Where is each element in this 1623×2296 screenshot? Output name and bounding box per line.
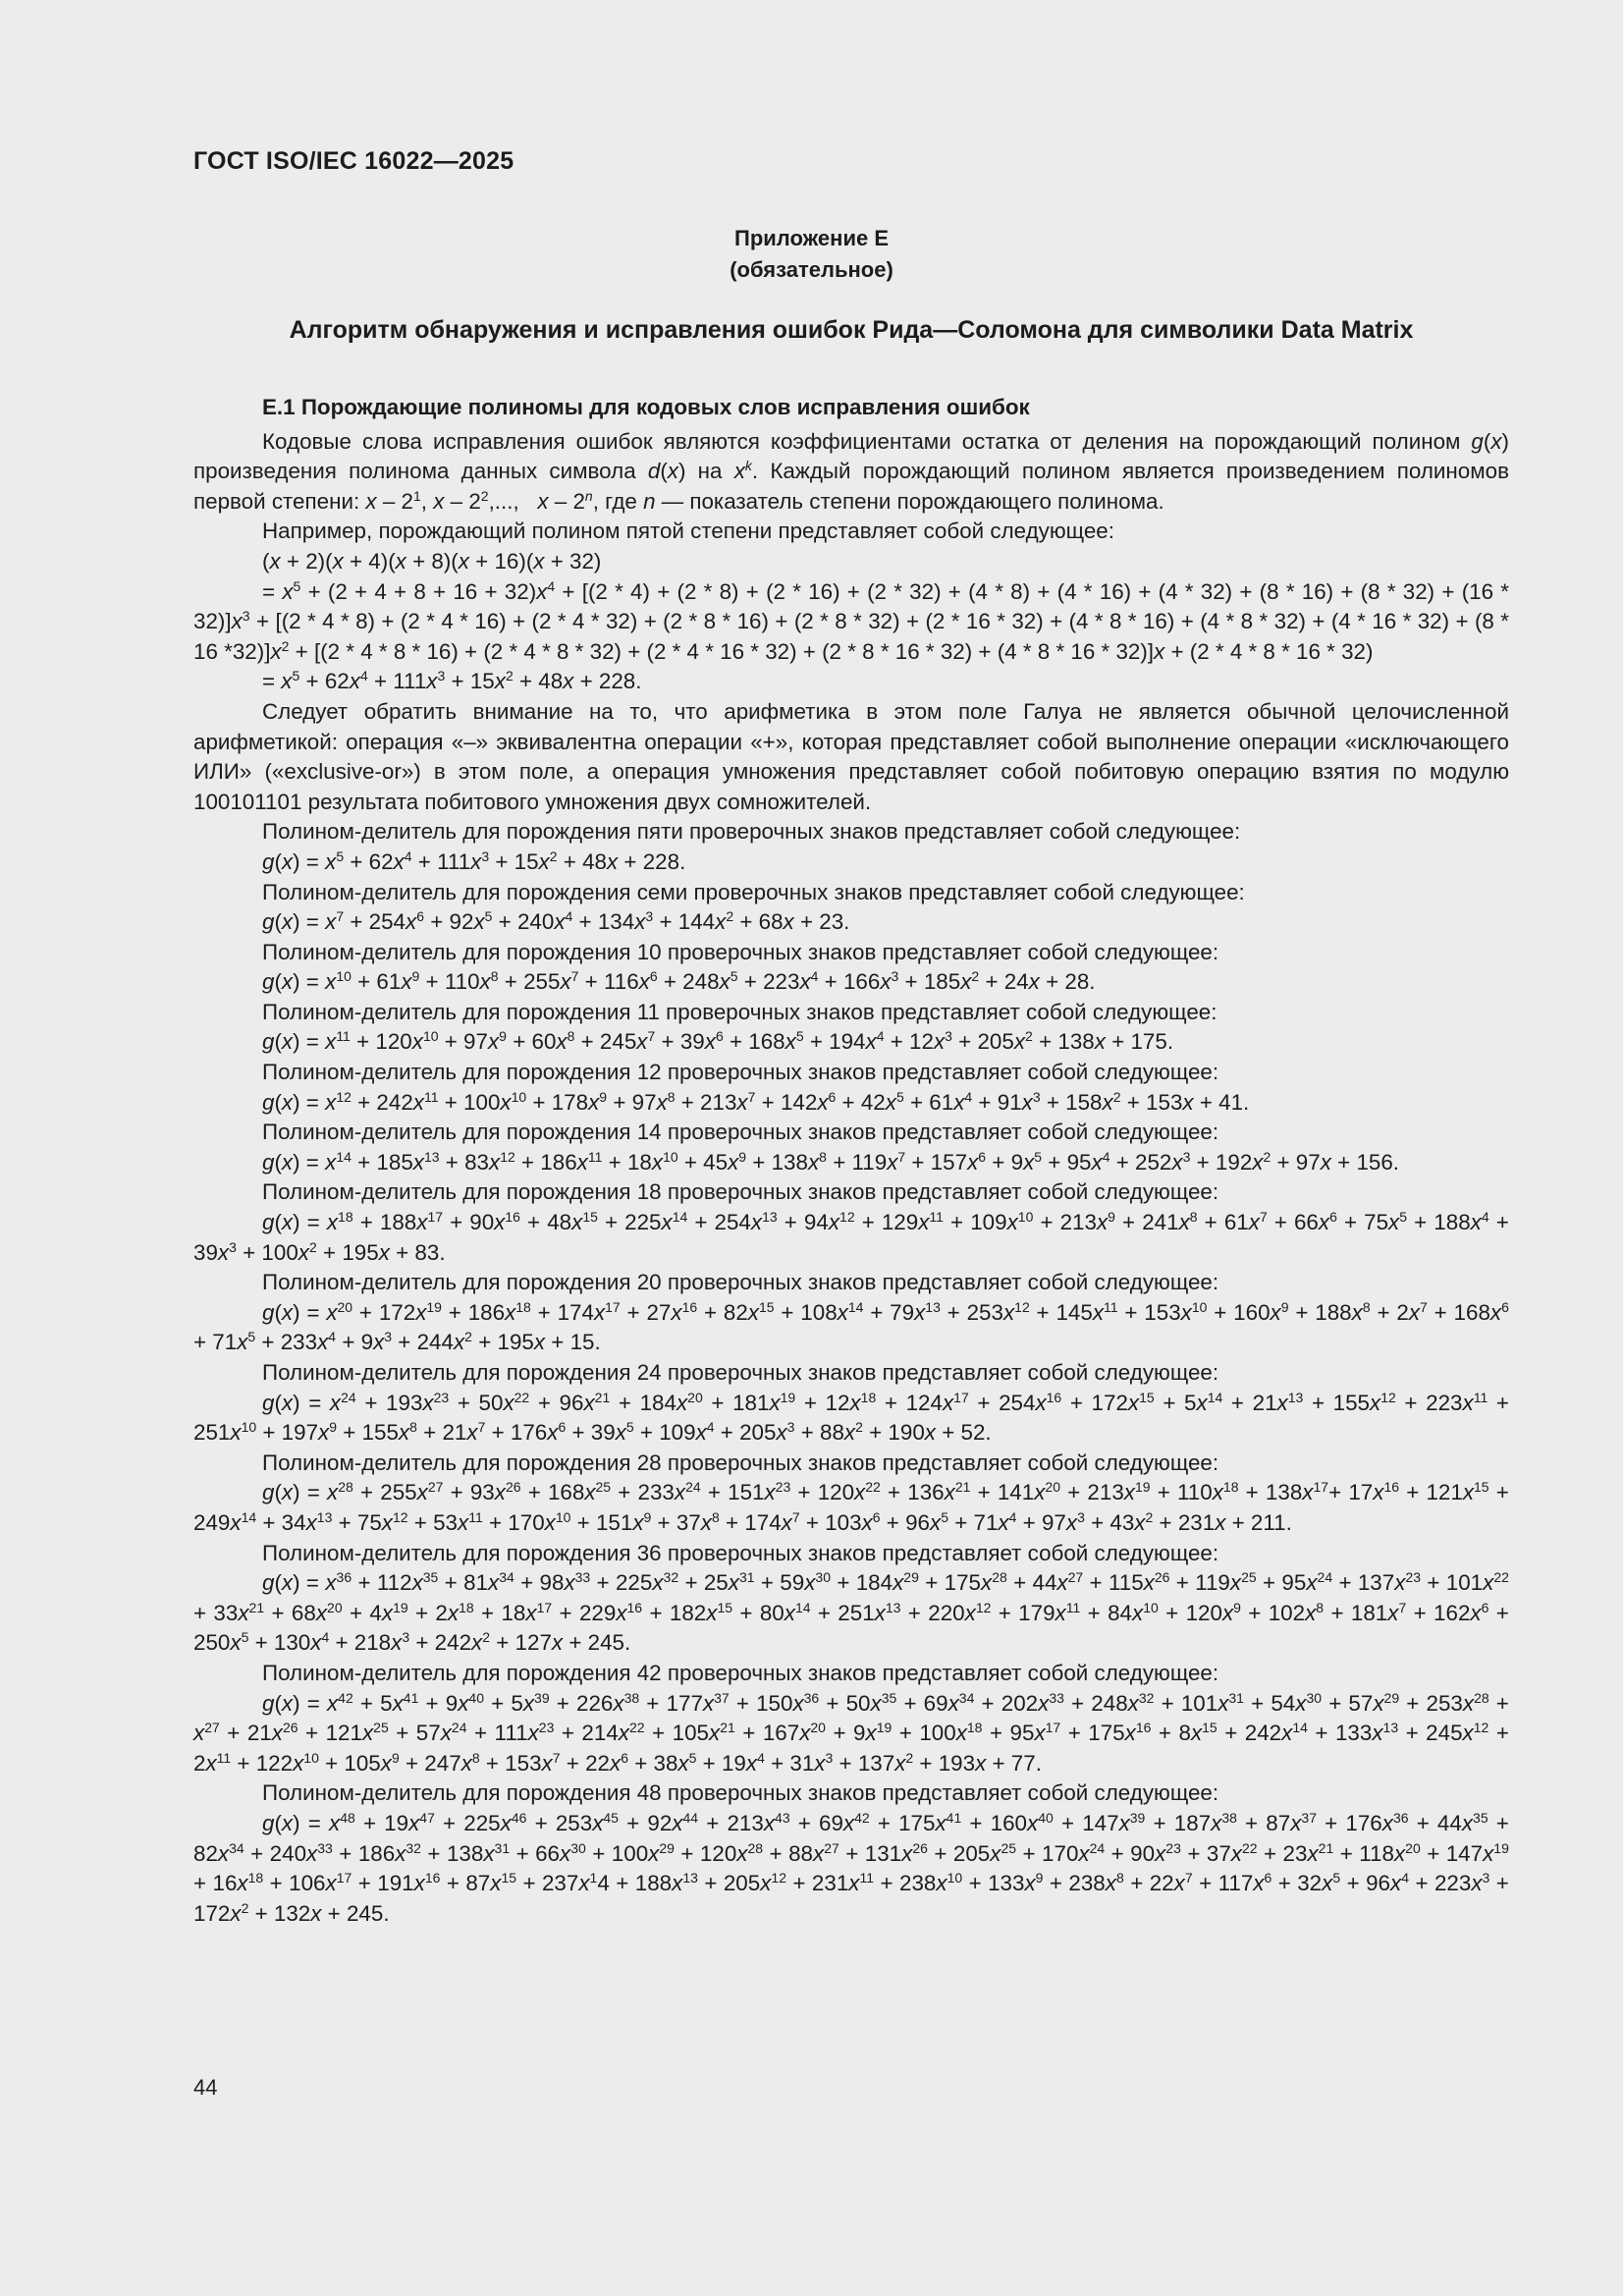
polynomial-label: Полином-делитель для порождения 14 проверочных знаков представляет собой следующее:: [262, 1120, 1219, 1145]
polynomial-formula: g(x) = $x^{48} + 19x^{47} + 225x^{46} + 253x^{45} + 92x^{44} + 213x^{43} + 69x^{42} + 175x^{41} + 160x^{40} + 147x^{39} + 187x^{38} + 87x^{37} + 176x^{36} + 44x^{35} + 82x^{34} + 240x^{33} + 186x^{32} + 138x^{31} + 66x^{30} + 100x^{29} + 120x^{28} + 88x^{27} + 131x^{26} + 205x^{25} + 170x^{24} + 90x^{23} + 37x^{22} + 23x^{21} + 118x^{20} + 147x^{19} + 16x^{18}$ + $106x^{17} + 191x^{16} + 87x^{15} + 237x^14 + 188x^{13} + 205x^{12} + 231x^{11} + 238x^{10} + 133x^9 + 238x^8 + 22x^7 + 117x^6 + 32x^5 + 96x^4 + 223x^3 + 172x^2 + 132x + 245$.: [193, 1809, 1509, 1926]
polynomial-formula: $g(x) = x^{24} + 193x^{23} + 50x^{22} + 96x^{21} + 184x^{20} + 181x^{19} + 12x^{18} + 124x^{17} + 254x^{16} + 172x^{15} + 5x^{14} + 21x^{13} + 155x^{12} + 223x^{11} + 251x^{10} + 197x^9 + 155x^8 + 21x^7 + 176x^6 + 39x^5 + 109x^4 + 205x^3 + 88x^2 + 190x + 52$.: [193, 1389, 1509, 1446]
polynomial-formula: $g(x) = x^{28} + 255x^{27} + 93x^{26} + 168x^{25} + 233x^{24} + 151x^{23} + 120x^{22} + 136x^{21} + 141x^{20} + 213x^{19} + 110x^{18} + 138x^{17}+ 17x^{16} + 121x^{15} + 249x^{14} + 34x^{13} + 75x^{12} + 53x^{11} + 170x^{10} + 151x^9 + 37x^8 + 174x^7 + 103x^6 + 96x^5 + 71x^4 + 97x^3 + 43x^2 + 231x + 211$.: [193, 1479, 1509, 1535]
polynomial-formula: $g(x) = x^5 + 62x^4 + 111x^3 + 15x^2 + 48x + 228$.: [262, 847, 686, 874]
galois-note-paragraph: Следует обратить внимание на то, что арифметика в этом поле Галуа не является обычной целочисленной арифметикой: операция «–» эквивалентна операции «+», которая представляет собой выполнение операции «исключающего ИЛИ» («exclusive-or») в этом поле, а операция умножения представляет собой побитовую операцию взятия по модулю 100101101 результата побитового умножения двух сомножителей.: [193, 698, 1509, 814]
polynomial-formula: $g(x) = x^{14} + 185x^{13} + 83x^{12} + 186x^{11} + 18x^{10} + 45x^9 + 138x^8 + 119x^7 + 157x^6 + 9x^5 + 95x^4 + 252x^3 + 192x^2 + 97x + 156$.: [262, 1148, 1400, 1175]
section-heading: Е.1 Порождающие полиномы для кодовых слов исправления ошибок: [262, 395, 1030, 419]
polynomial-formula: $g(x) = x^{12} + 242x^{11} + 100x^{10} + 178x^9 + 97x^8 + 213x^7 + 142x^6 + 42x^5 + 61x^4 + 91x^3 + 158x^2 + 153x + 41$.: [262, 1088, 1250, 1115]
polynomial-label: Полином-делитель для порождения 18 проверочных знаков представляет собой следующее:: [262, 1179, 1219, 1205]
polynomial-formula: $g(x) = x^7 + 254x^6 + 92x^5 + 240x^4 + 134x^3 + 144x^2 + 68x + 23$.: [262, 908, 850, 935]
polynomial-formula: g(x) = $x^{36} + 112x^{35} + 81x^{34} + 98x^{33} + 225x^{32} + 25x^{31} + 59x^{30} + 184x^{29} + 175x^{28} + 44x^{27} + 115x^{26} + 119x^{25} + 95x^{24} + 137x^{23} + 101x^{22} + 33x^{21} + 68x^{20} + 4x^{19} + 2x^{18} + 18x^{17} + 229x^{16} + 182x^{15} + 80x^{14} + 251x^{13} + 220x^{12} + 179x^{11} + 84x^{10} + 120x^9 + 102x^8 + 181x^7 + 162x^6$ + $250x^5 + 130x^4 + 218x^3 + 242x^2 + 127x + 245$.: [193, 1569, 1509, 1656]
annex-heading: Алгоритм обнаружения и исправления ошибок Рида—Соломона для символики Data Matrix: [289, 316, 1414, 344]
annex-status: (обязательное): [730, 257, 893, 282]
polynomial-label: Полином-делитель для порождения семи проверочных знаков представляет собой следующее:: [262, 879, 1245, 904]
intro-paragraph-2: Например, порождающий полином пятой степени представляет собой следующее:: [262, 519, 1114, 544]
equation-result: = $x^5 + 62x^4 + 111x^3 + 15x^2 + 48x + 228$.: [262, 668, 642, 694]
polynomial-label: Полином-делитель для порождения 24 проверочных знаков представляет собой следующее:: [262, 1360, 1219, 1385]
polynomial-formula: g(x) = $x^{42} + 5x^{41} + 9x^{40} + 5x^{39} + 226x^{38} + 177x^{37} + 150x^{36} + 50x^{35} + 69x^{34} + 202x^{33} + 248x^{32} + 101x^{31} + 54x^{30} + 57x^{29} + 253x^{28} + x^{27} + 21x^{26} + 121x^{25} + 57x^{24} + 111x^{23} + 214x^{22} + 105x^{21} + 167x^{20} + 9x^{19} + 100x^{18} + 95x^{17} + 175x^{16} + 8x^{15} + 242x^{14} + 133x^{13} + 245x^{12}$ + $2x^{11} + 122x^{10} + 105x^9 + 247x^8 + 153x^7 + 22x^6 + 38x^5 + 19x^4 + 31x^3 + 137x^2 + 193x + 77$.: [193, 1689, 1509, 1776]
polynomial-formula: $g(x) = x^{18} + 188x^{17} + 90x^{16} + 48x^{15} + 225x^{14} + 254x^{13} + 94x^{12} + 129x^{11} + 109x^{10} + 213x^9 + 241x^8 + 61x^7 + 66x^6 + 75x^5 + 188x^4 + 39x^3 + 100x^2 + 195x + 83$.: [193, 1209, 1509, 1265]
polynomial-formula: $g(x) = x^{10} + 61x^9 + 110x^8 + 255x^7 + 116x^6 + 248x^5 + 223x^4 + 166x^3 + 185x^2 + 24x + 28$.: [262, 968, 1096, 995]
polynomial-label: Полином-делитель для порождения 11 проверочных знаков представляет собой следующее:: [262, 999, 1217, 1024]
polynomial-label: Полином-делитель для порождения 48 проверочных знаков представляет собой следующее:: [262, 1780, 1219, 1806]
annex-title: Приложение Е: [734, 226, 889, 250]
polynomial-label: Полином-делитель для порождения 20 проверочных знаков представляет собой следующее:: [262, 1270, 1219, 1295]
intro-paragraph-1: Кодовые слова исправления ошибок являются коэффициентами остатка от деления на порождающий полином g(x) произведения полинома данных символа d(x) на $x^k$. Каждый порождающий полином является произведением полиномов первой степени: x – $2^1$, x – $2^2$,..., x – 2$^n$, где n — показатель степени порождающего полинома.: [193, 428, 1509, 514]
polynomial-label: Полином-делитель для порождения 12 проверочных знаков представляет собой следующее:: [262, 1060, 1219, 1085]
polynomial-formula: $g(x) = x^{20} + 172x^{19} + 186x^{18} + 174x^{17} + 27x^{16} + 82x^{15} + 108x^{14} + 79x^{13} + 253x^{12} + 145x^{11} + 153x^{10} + 160x^9 + 188x^8 + 2x^7 + 168x^6 + 71x^5 + 233x^4 + 9x^3 + 244x^2 + 195x + 15$.: [193, 1298, 1509, 1355]
generator-polynomial-list: [193, 817, 1509, 1929]
body-text: [193, 393, 1509, 1929]
polynomial-label: Полином-делитель для порождения 42 проверочных знаков представляет собой следующее:: [262, 1660, 1219, 1685]
equation-product: (x + 2)(x + 4)(x + 8)(x + 16)(x + 32): [262, 548, 602, 574]
document-code-header: ГОСТ ISO/IEC 16022—2025: [193, 147, 514, 175]
polynomial-label: Полином-делитель для порождения 10 проверочных знаков представляет собой следующее:: [262, 939, 1219, 964]
polynomial-formula: $g(x) = x^{11} + 120x^{10} + 97x^9 + 60x^8 + 245x^7 + 39x^6 + 168x^5 + 194x^4 + 12x^3 + 205x^2 + 138x + 175$.: [262, 1028, 1174, 1055]
polynomial-label: Полином-делитель для порождения 28 проверочных знаков представляет собой следующее:: [262, 1449, 1219, 1475]
page-number: 44: [193, 2075, 218, 2100]
polynomial-label: Полином-делитель для порождения пяти проверочных знаков представляет собой следующее:: [262, 819, 1241, 845]
polynomial-label: Полином-делитель для порождения 36 проверочных знаков представляет собой следующее:: [262, 1540, 1219, 1565]
equation-expansion: = $x^5 + (2 + 4 + 8 + 16 + 32)x^4 + [(2 * 4) + (2 * 8) + (2 * 16) + (2 * 32) + (4 * 8) + (4 * 16) + (4 * 32) + (8 * 16) + (8 * 32) + (16 * 32)]x^3 + [(2 * 4 * 8) + (2 * 4$ * 16) + (2 * 4 * 32) + (2 * 8 * 16) + (2 * 8 * 32) + (2 * 16 * 32) + (4 * 8 * 16) + (4 * 8 * 32) + (4 * 16 * 32) + (8 * 16 $*32)]x^2 + [(2 * 4 * 8 * 16) + (2 * 4 * 8 * 32) + (2 * 4 * 16 * 32) + (2 * 8 * 16 * 32) + (4 * 8 * 16 * 32)]x + (2 * 4 * 8 * 16 * 32)$: [193, 577, 1510, 664]
